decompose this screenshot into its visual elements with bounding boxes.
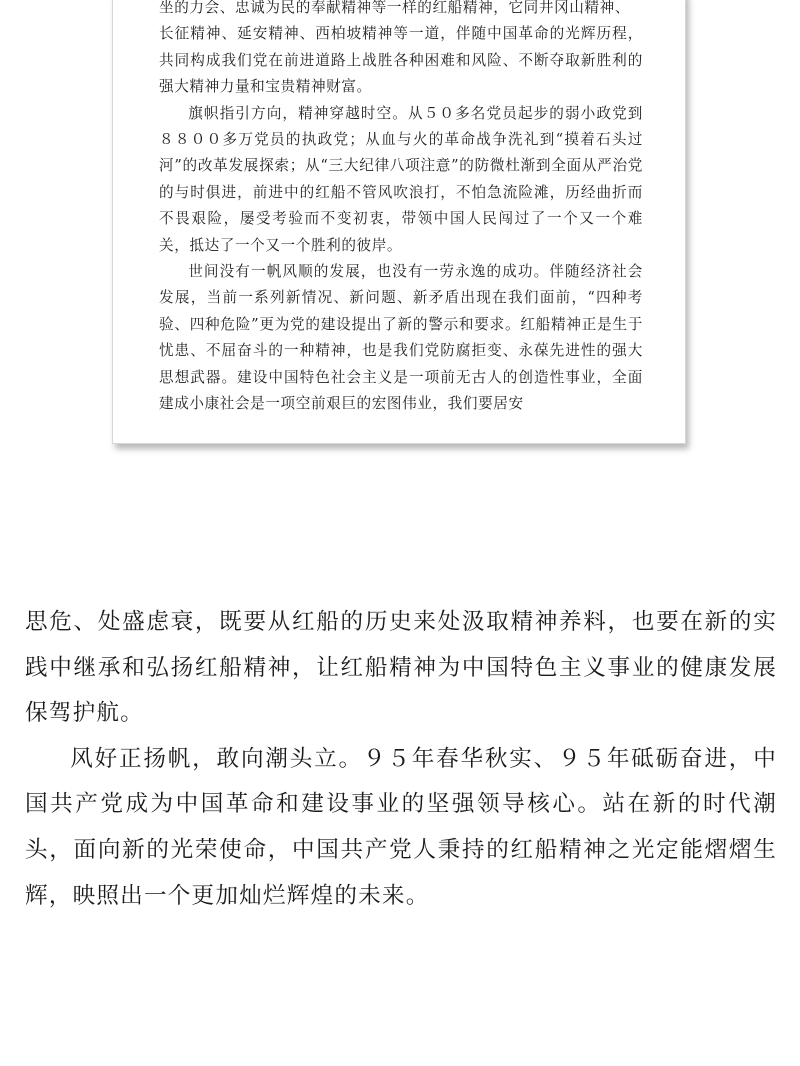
scanned-page-preview bbox=[112, 0, 686, 444]
scanned-page-text bbox=[159, 0, 643, 417]
scanned-paragraph-3: 世间没有一帆风顺的发展，也没有一劳永逸的成功。伴随经济社会发展，当前一系列新情况、新问题、新矛盾出现在我们面前，“四种考验、四种危险”更为党的建设提出了新的警示和要求。红船精神正是生于忧患、不屈奋斗的一种精神，也是我们党防腐拒变、永葆先进性的强大思想武器。建设中国特色社会主义是一项前无古人的创造性事业，全面建成小康社会是一项空前艰巨的宏图伟业，我们要居安 bbox=[159, 263, 643, 413]
document-body bbox=[25, 600, 777, 919]
scanned-partial-top-line: 坐的力会、忠诚为民的奉献精神等一样的红船精神，它同井冈山精神、 bbox=[159, 0, 631, 16]
scanned-paragraph-2: 旗帜指引方向，精神穿越时空。从５０多名党员起步的弱小政党到８８００多万党员的执政党；从血与火的革命战争洗礼到“摸着石头过河”的改革发展探索；从“三大纪律八项注意”的防微杜渐到全面从严治党的与时俱进，前进中的红船不管风吹浪打，不怕急流险滩，历经曲折而不畏艰险，屡受考验而不变初衷，带领中国人民闯过了一个又一个难关，抵达了一个又一个胜利的彼岸。 bbox=[159, 104, 643, 254]
body-paragraph-1: 思危、处盛虑衰，既要从红船的历史来处汲取精神养料，也要在新的实践中继承和弘扬红船精神，让红船精神为中国特色主义事业的健康发展保驾护航。 bbox=[25, 609, 777, 727]
scanned-paragraph-1: 长征精神、延安精神、西柏坡精神等一道，伴随中国革命的光辉历程，共同构成我们党在前进道路上战胜各种困难和风险、不断夺取新胜利的强大精神力量和宝贵精神财富。 bbox=[159, 25, 643, 96]
body-paragraph-2: 风好正扬帆，敢向潮头立。９５年春华秋实、９５年砥砺奋进，中国共产党成为中国革命和建设事业的坚强领导核心。站在新的时代潮头，面向新的光荣使命，中国共产党人秉持的红船精神之光定能熠熠生辉，映照出一个更加灿烂辉煌的未来。 bbox=[25, 745, 777, 909]
